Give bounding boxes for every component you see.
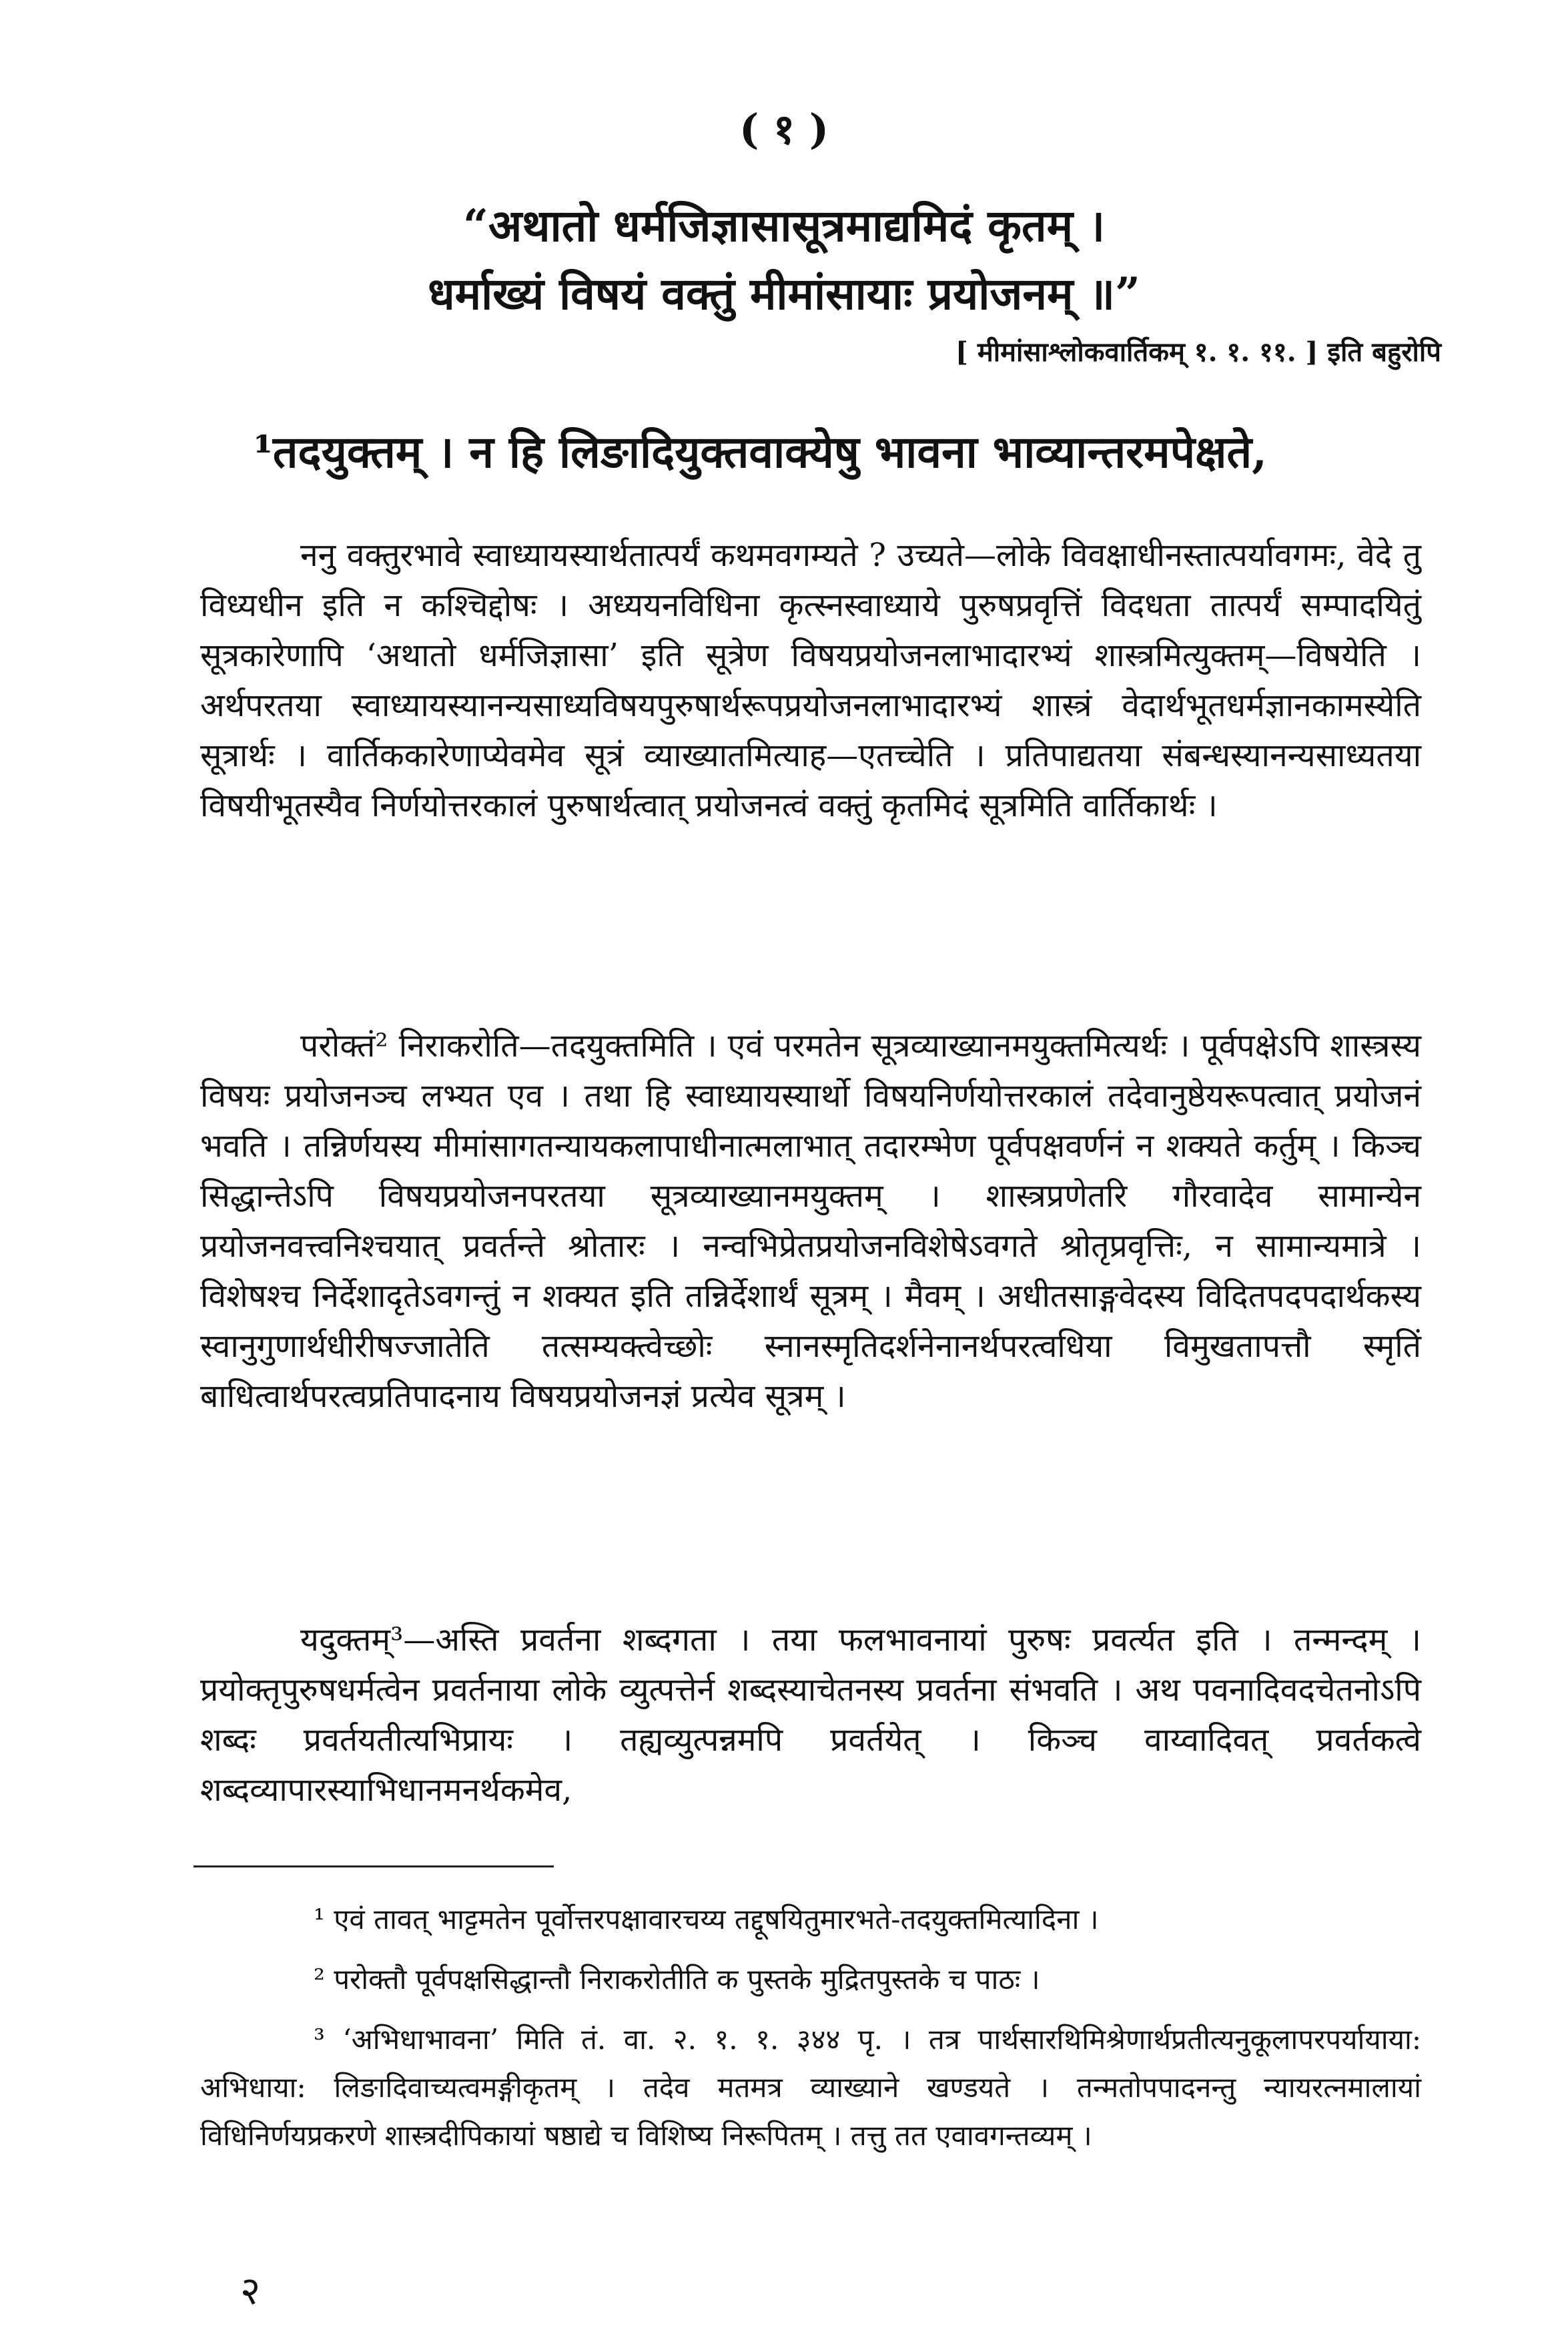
paragraph-text: ननु वक्तुरभावे स्वाध्यायस्यार्थतात्पर्यं कथमवगम्यते ? उच्यते—लोके विवक्षाधीनस्तात्पर्यावगमः, वेदे तु विध्यधीन इति न कश्चिद्दोषः । अध्ययनविधिना कृत्स्नस्वाध्याये पुरुषप्रवृत्तिं विदधता तात्पर्यं सम्पादयितुं सूत्रकारेणापि ‘अथातो धर्मजिज्ञासा’ इति सूत्रेण विषयप्रयोजनलाभादारभ्यं शास्त्रमित्युक्तम्—विषयेति । अर्थपरतया स्वाध्यायस्यानन्यसाध्यविषयपुरुषार्थरूपप्रयोजनलाभादारभ्यं शास्त्रं वेदार्थभूतधर्मज्ञानकामस्येति सूत्रार्थः । वार्तिककारेणाप्येवमेव सूत्रं व्याख्यातमित्याह—एतच्चेति । प्रतिपाद्यतया संबन्धस्यानन्यसाध्यतया विषयीभूतस्यैव निर्णयोत्तरकालं पुरुषार्थत्वात् प्रयोजनत्वं वक्तुं कृतमिदं सूत्रमिति वार्तिकार्थः । [200,537,1421,824]
footnote [200,2016,1421,2160]
paragraph-text: यदुक्तम्³—अस्ति प्रवर्तना शब्दगता । तया फलभावनायां पुरुषः प्रवर्त्यत इति । तन्मन्दम् । प्रयोक्तृपुरुषधर्मत्वेन प्रवर्तनाया लोके व्युत्पत्तेर्न शब्दस्याचेतनस्य प्रवर्तना संभवति । अथ पवनादिवदचेतनोऽपि शब्दः प्रवर्तयतीत्यभिप्रायः । तह्यव्युत्पन्नमपि प्रवर्तयेत् । किञ्च वाय्वादिवत् प्रवर्तकत्वे शब्दव्यापारस्याभिधानमनर्थकमेव, [200,1621,1421,1809]
verse-line-1: “अथातो धर्मजिज्ञासासूत्रमाद्यमिदं कृतम् । [462,200,1106,252]
commentary-paragraph [200,531,1421,831]
paragraph-text: परोक्तं² निराकरोति—तदयुक्तमिति । एवं परमतेन सूत्रव्याख्यानमयुक्तमित्यर्थः । पूर्वपक्षेऽपि शास्त्रस्य विषयः प्रयोजनञ्च लभ्यत एव । तथा हि स्वाध्यायस्यार्थो विषयनिर्णयोत्तरकालं तदेवानुष्ठेयरूपत्वात् प्रयोजनं भवति । तन्निर्णयस्य मीमांसागतन्यायकलापाधीनात्मलाभात् तदारम्भेण पूर्वपक्षवर्णनं न शक्यते कर्तुम् । किञ्च सिद्धान्तेऽपि विषयप्रयोजनपरतया सूत्रव्याख्यानमयुक्तम् । शास्त्रप्रणेतरि गौरवादेव सामान्येन प्रयोजनवत्त्वनिश्चयात् प्रवर्तन्ते श्रोतारः । नन्वभिप्रेतप्रयोजनविशेषेऽवगते श्रोतृप्रवृत्तिः, न सामान्यमात्रे । विशेषश्च निर्देशादृतेऽवगन्तुं न शक्यत इति तन्निर्देशार्थं सूत्रम् । मैवम् । अधीतसाङ्गवेदस्य विदितपदपदार्थकस्य स्वानुगुणार्थधीरीषज्जातेति तत्सम्यक्त्वेच्छोः स्नानस्मृतिदर्शनेनानर्थपरत्वधिया विमुखतापत्तौ स्मृतिं बाधित्वार्थपरत्वप्रतिपादनाय विषयप्रयोजनज्ञं प्रत्येव सूत्रम् । [200,1027,1421,1415]
mula-text: ¹तदयुक्तम् । न हि लिङादियुक्तवाक्येषु भावना भाव्यान्तरमपेक्षते, [254,426,1268,478]
footnote [200,1895,1421,1944]
commentary-paragraph [200,1021,1421,1422]
verse-line-2: धर्माख्यं विषयं वक्तुं मीमांसायाः प्रयोजनम् ॥” [428,268,1140,320]
footnote-text: ¹ एवं तावत् भाट्टमतेन पूर्वोत्तरपक्षावारचय्य तद्दूषयितुमारभते-तदयुक्तमित्यादिना । [314,1903,1099,1936]
footnote [200,1956,1421,2004]
page-number: ( १ ) [739,105,829,154]
signature-mark: २ [240,2268,261,2313]
verse-reference: [ मीमांसाश्लोकवार्तिकम् १. १. ११. ] इति बहुरोपि [955,336,1441,368]
footnote-text: ² परोक्तौ पूर्वपक्षसिद्धान्तौ निराकरोतीति क पुस्तके मुद्रितपुस्तके च पाठः । [314,1963,1040,1996]
footnote-text: ³ ‘अभिधाभावना’ मिति तं. वा. २. १. १. ३४४ पृ. । तत्र पार्थसारथिमिश्रेणार्थप्रतीत्यनुकूलापरपर्यायाया: अभिधाया: लिङादिवाच्यत्वमङ्गीकृतम् । तदेव मतमत्र व्याख्याने खण्डयते । तन्मतोपपादनन्तु न्यायरत्नमालायां विधिनिर्णयप्रकरणे शास्त्रदीपिकायां षष्ठाद्ये च विशिष्य निरूपितम् । तत्तु तत एवावगन्तव्यम् । [200,2023,1421,2152]
commentary-paragraph [200,1615,1421,1815]
footnote-divider [193,1865,554,1867]
